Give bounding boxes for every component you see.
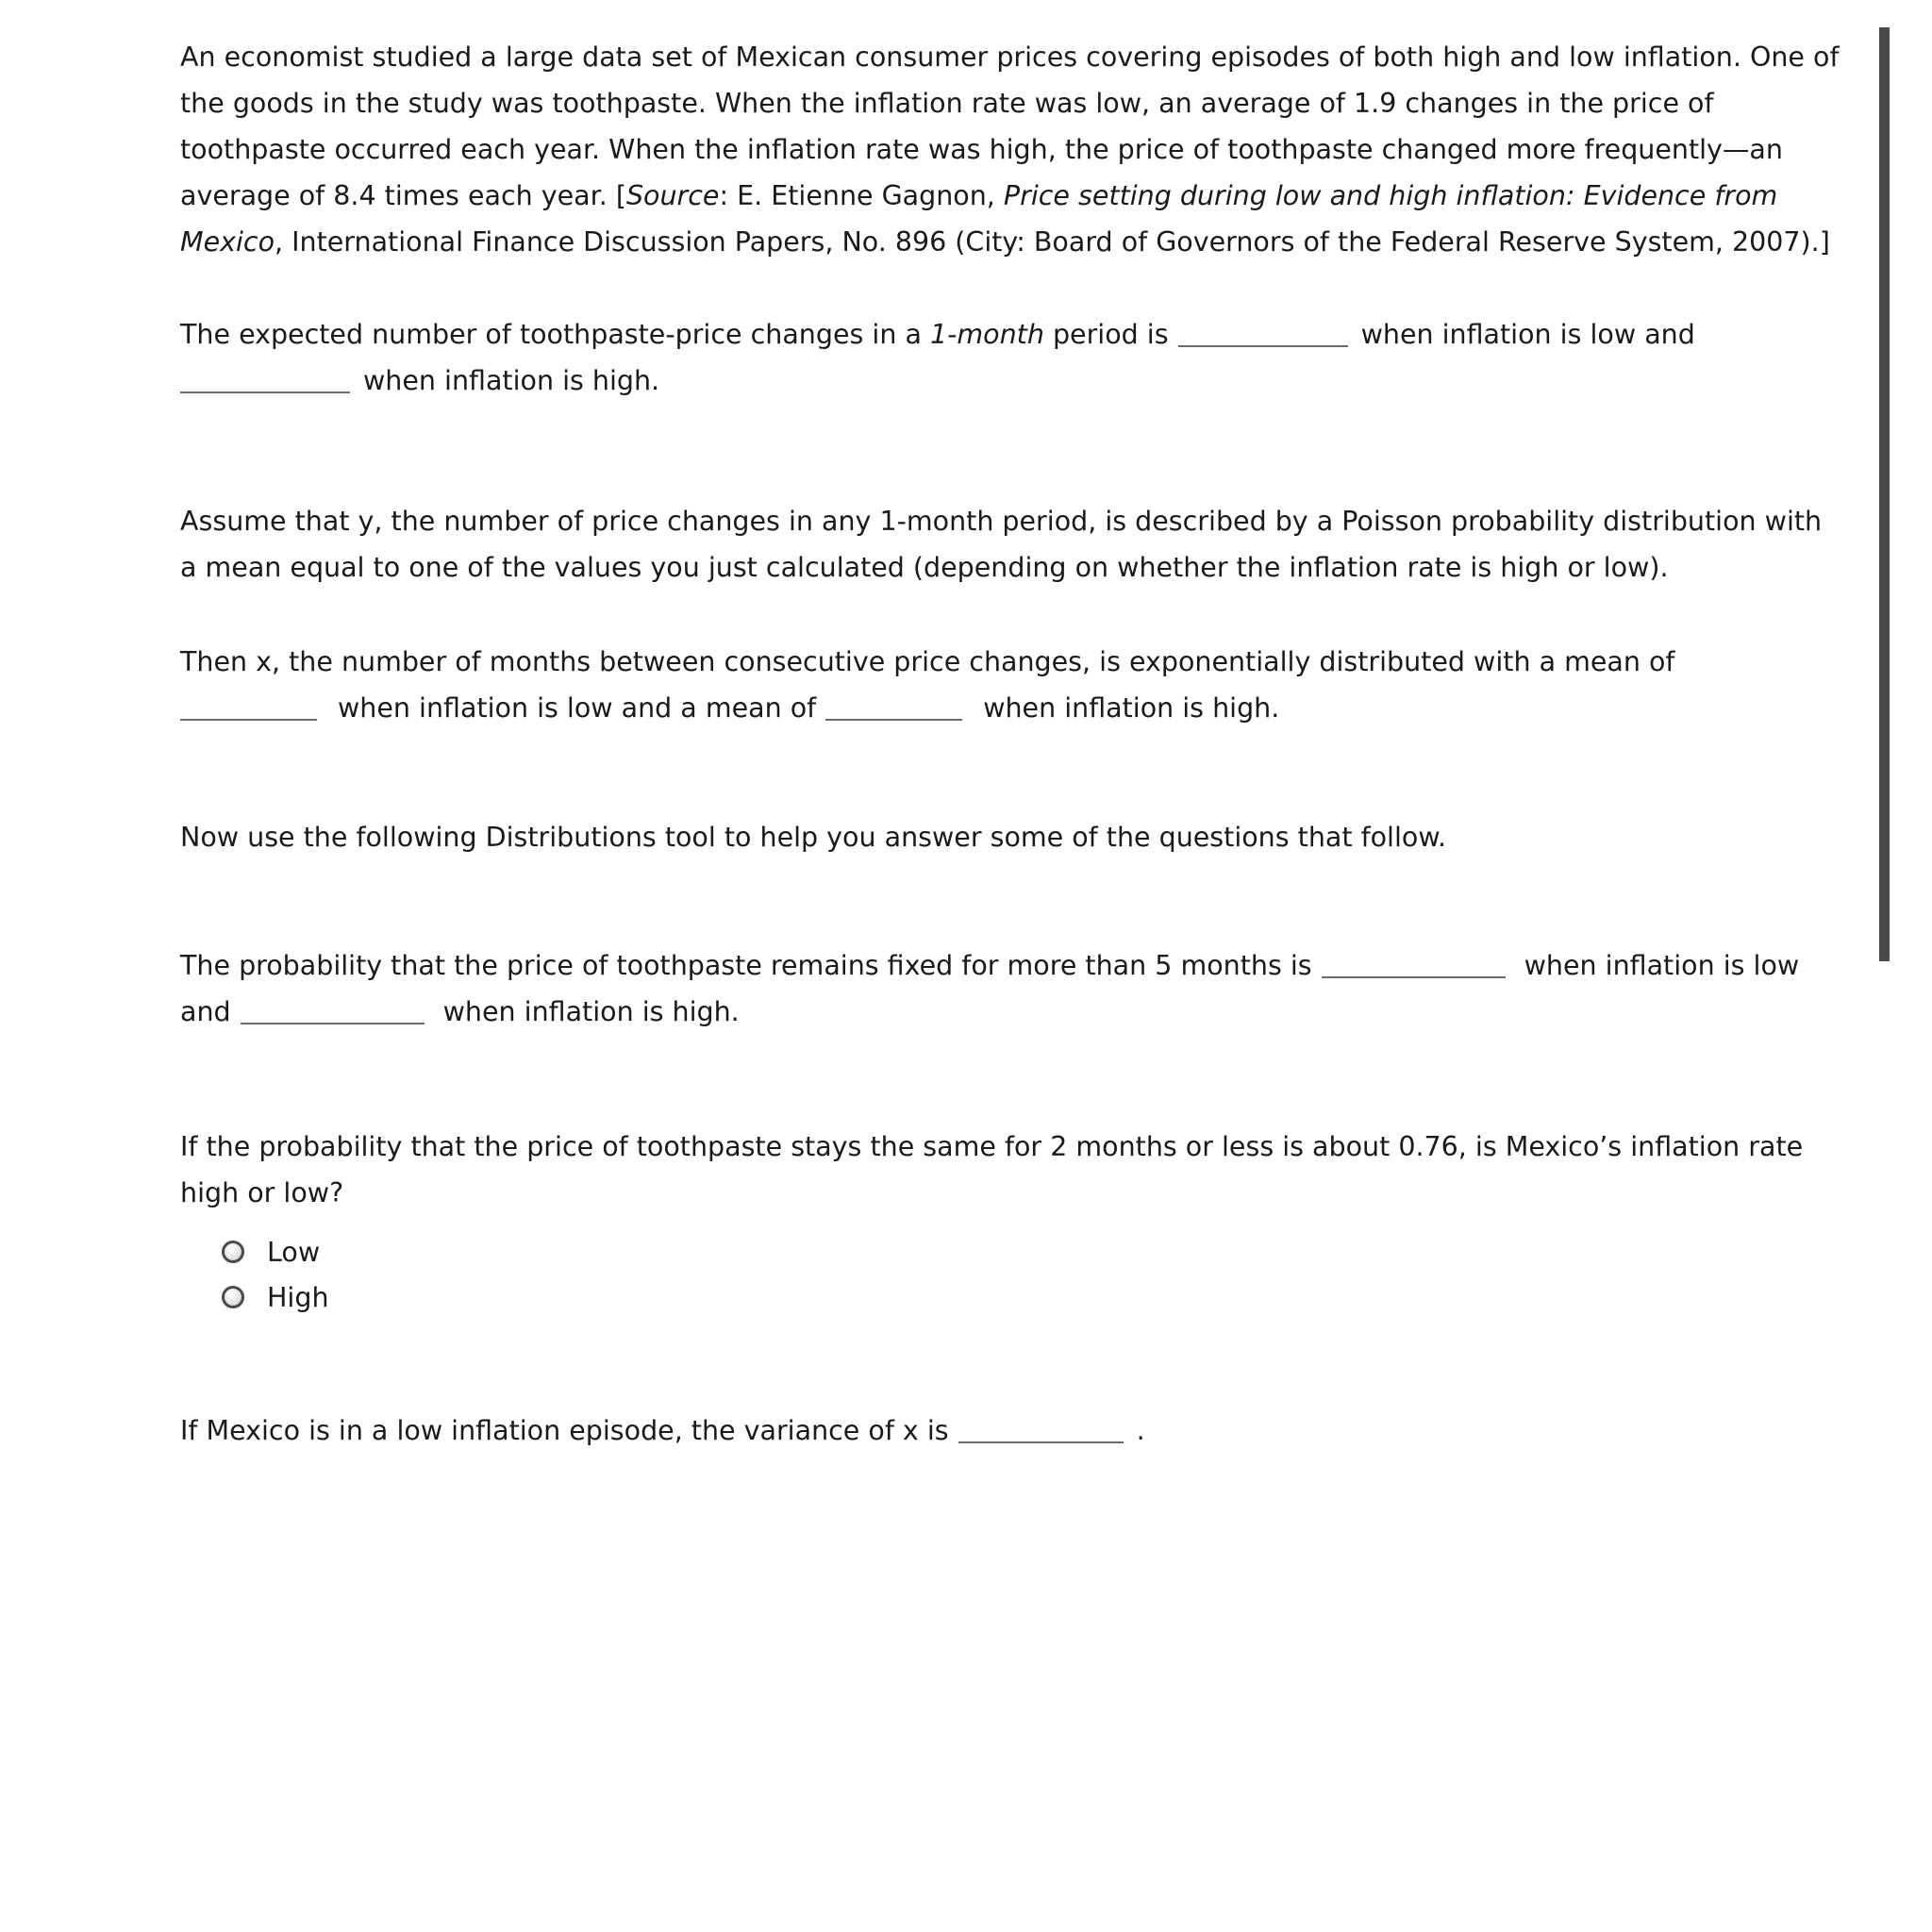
q5-period: . [1136,1415,1145,1446]
poisson-assumption: Assume that y, the number of price changes in any 1-month period, is described by a Poisson probability distribution with a mean equal to one of the values you just calculated (depending on whether the inflation rate is high or low). [180,506,1823,583]
intro-text-3: , International Finance Discussion Papers, No. 896 (City: Board of Governors of the Federal Reserve System, 2007).] [275,226,1830,258]
q2-text-2: when inflation is low and a mean of [338,692,817,724]
intro-text-1: An economist studied a large data set of Mexican consumer prices covering episodes of both high and low inflation. One of the goods in the study was toothpaste. When the inflation rate was low, an average of 1.9 changes in the price of toothpaste occurred each year. When the inflation rate was high, the price of toothpaste changed more frequently—an average of 8.4 times each year. [ [180,42,1840,211]
q1-text-3: when inflation is low and [1360,319,1695,350]
q3-text-3: when inflation is high. [442,996,740,1027]
question-inflation-rate: If the probability that the price of toothpaste stays the same for 2 months or less is about 0.76, is Mexico’s inflation rate high or low? [180,1131,1804,1208]
source-title: Price setting during low and high inflation: Evidence from Mexico [180,180,1778,258]
q3-text-2: when inflation is low and [180,950,1800,1027]
question-exponential-mean [180,639,1840,731]
q2-text-3: when inflation is high. [983,692,1280,724]
variance-input[interactable] [958,1417,1124,1443]
q1-text-1: The expected number of toothpaste-price changes in a [180,319,930,350]
q3-text-1: The probability that the price of toothpaste remains fixed for more than 5 months is [180,950,1312,981]
high-radio-button[interactable] [222,1286,244,1308]
q1-text-4: when inflation is high. [363,365,660,396]
option-high-label: High [267,1281,329,1313]
distributions-tool-note: Now use the following Distributions tool to help you answer some of the questions that follow. [180,822,1447,853]
probability-low-input[interactable] [1322,952,1506,978]
q1-text-2: period is [1043,319,1169,350]
question-content [180,34,1840,1454]
low-radio-button[interactable] [222,1241,244,1263]
monthly-changes-high-input[interactable] [180,367,350,393]
mean-low-input[interactable] [180,694,317,721]
q1-emphasis: 1-month [929,319,1044,350]
probability-high-input[interactable] [241,998,425,1024]
option-low-label: Low [267,1236,321,1268]
option-high[interactable] [222,1274,1840,1320]
question-fixed-price-probability [180,942,1840,1035]
monthly-changes-low-input[interactable] [1178,321,1348,347]
option-low[interactable] [222,1229,1840,1274]
inflation-rate-options [222,1229,1840,1320]
intro-text-2: : E. Etienne Gagnon, [719,180,1004,211]
question-monthly-changes [180,311,1840,404]
vertical-scrollbar[interactable] [1879,27,1890,961]
mean-high-input[interactable] [825,694,962,721]
q5-text-1: If Mexico is in a low inflation episode, the variance of x is [180,1415,949,1446]
intro-paragraph [180,34,1840,265]
question-variance [180,1407,1840,1454]
source-label: Source [625,180,720,211]
q2-text-1: Then x, the number of months between consecutive price changes, is exponentially distributed with a mean of [180,646,1675,677]
